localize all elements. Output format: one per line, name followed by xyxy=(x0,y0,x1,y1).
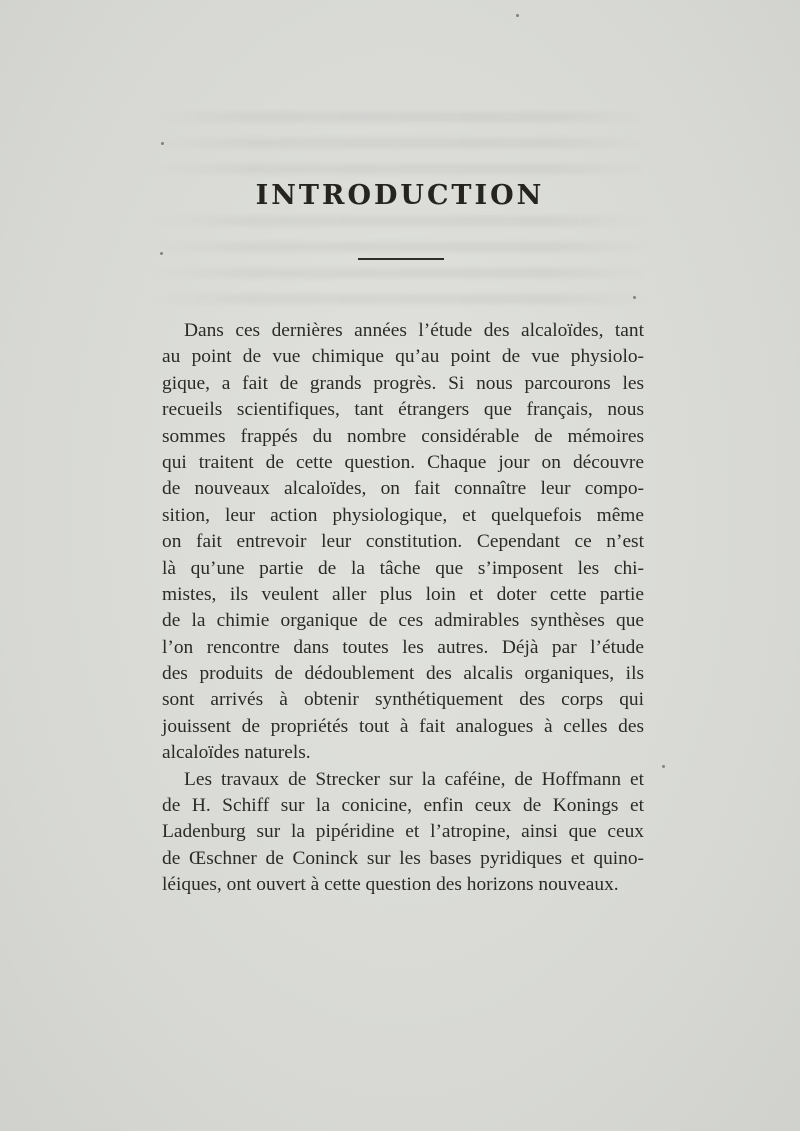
bleed-through xyxy=(150,268,650,278)
text-line: de H. Schiff sur la conicine, enfin ceux de Konings et xyxy=(162,795,644,817)
bleed-through xyxy=(150,138,650,148)
text-line: Ladenburg sur la pipéridine et l’atropine, ainsi que ceux xyxy=(162,821,644,843)
text-line: mistes, ils veulent aller plus loin et doter cette partie xyxy=(162,583,644,605)
text-line: des produits de dédoublement des alcalis organiques, ils xyxy=(162,663,644,685)
text-line: léiques, ont ouvert à cette question des horizons nouveaux. xyxy=(162,874,619,896)
text-line: recueils scientifiques, tant étrangers que français, nous xyxy=(162,399,644,421)
text-line: on fait entrevoir leur constitution. Cependant ce n’est xyxy=(162,531,644,553)
text-line: au point de vue chimique qu’au point de vue physiolo- xyxy=(162,346,644,368)
text-line: sommes frappés du nombre considérable de mémoires xyxy=(162,425,644,447)
paragraph-2 xyxy=(162,767,644,899)
text-line: jouissent de propriétés tout à fait analogues à celles des xyxy=(162,715,644,737)
title-divider xyxy=(358,258,444,260)
bleed-through xyxy=(150,216,650,226)
bleed-through xyxy=(150,164,650,174)
text-line: gique, a fait de grands progrès. Si nous parcourons les xyxy=(162,372,644,394)
paragraph-1 xyxy=(162,318,644,767)
bleed-through xyxy=(150,294,650,304)
text-line: de nouveaux alcaloïdes, on fait connaître leur compo- xyxy=(162,478,644,500)
bleed-through xyxy=(150,242,650,252)
text-line: sition, leur action physiologique, et quelquefois même xyxy=(162,504,644,526)
paper-speck xyxy=(161,142,164,145)
text-line: alcaloïdes naturels. xyxy=(162,742,311,764)
paper-speck xyxy=(516,14,519,17)
text-line: l’on rencontre dans toutes les autres. Déjà par l’étude xyxy=(162,636,644,658)
paper-speck xyxy=(160,252,163,255)
body-text xyxy=(162,318,644,899)
text-line: sont arrivés à obtenir synthétiquement des corps qui xyxy=(162,689,644,711)
text-line: de Œschner de Coninck sur les bases pyridiques et quino- xyxy=(162,847,644,869)
paper-speck xyxy=(633,296,636,299)
text-line: Les travaux de Strecker sur la caféine, de Hoffmann et xyxy=(184,768,644,790)
text-line: Dans ces dernières années l’étude des alcaloïdes, tant xyxy=(184,320,644,341)
page-title: INTRODUCTION xyxy=(255,180,545,211)
text-line: là qu’une partie de la tâche que s’imposent les chi- xyxy=(162,557,644,579)
text-line: qui traitent de cette question. Chaque jour on découvre xyxy=(162,451,644,473)
bleed-through xyxy=(150,112,650,122)
text-line: de la chimie organique de ces admirables synthèses que xyxy=(162,610,644,632)
paper-speck xyxy=(662,765,665,768)
